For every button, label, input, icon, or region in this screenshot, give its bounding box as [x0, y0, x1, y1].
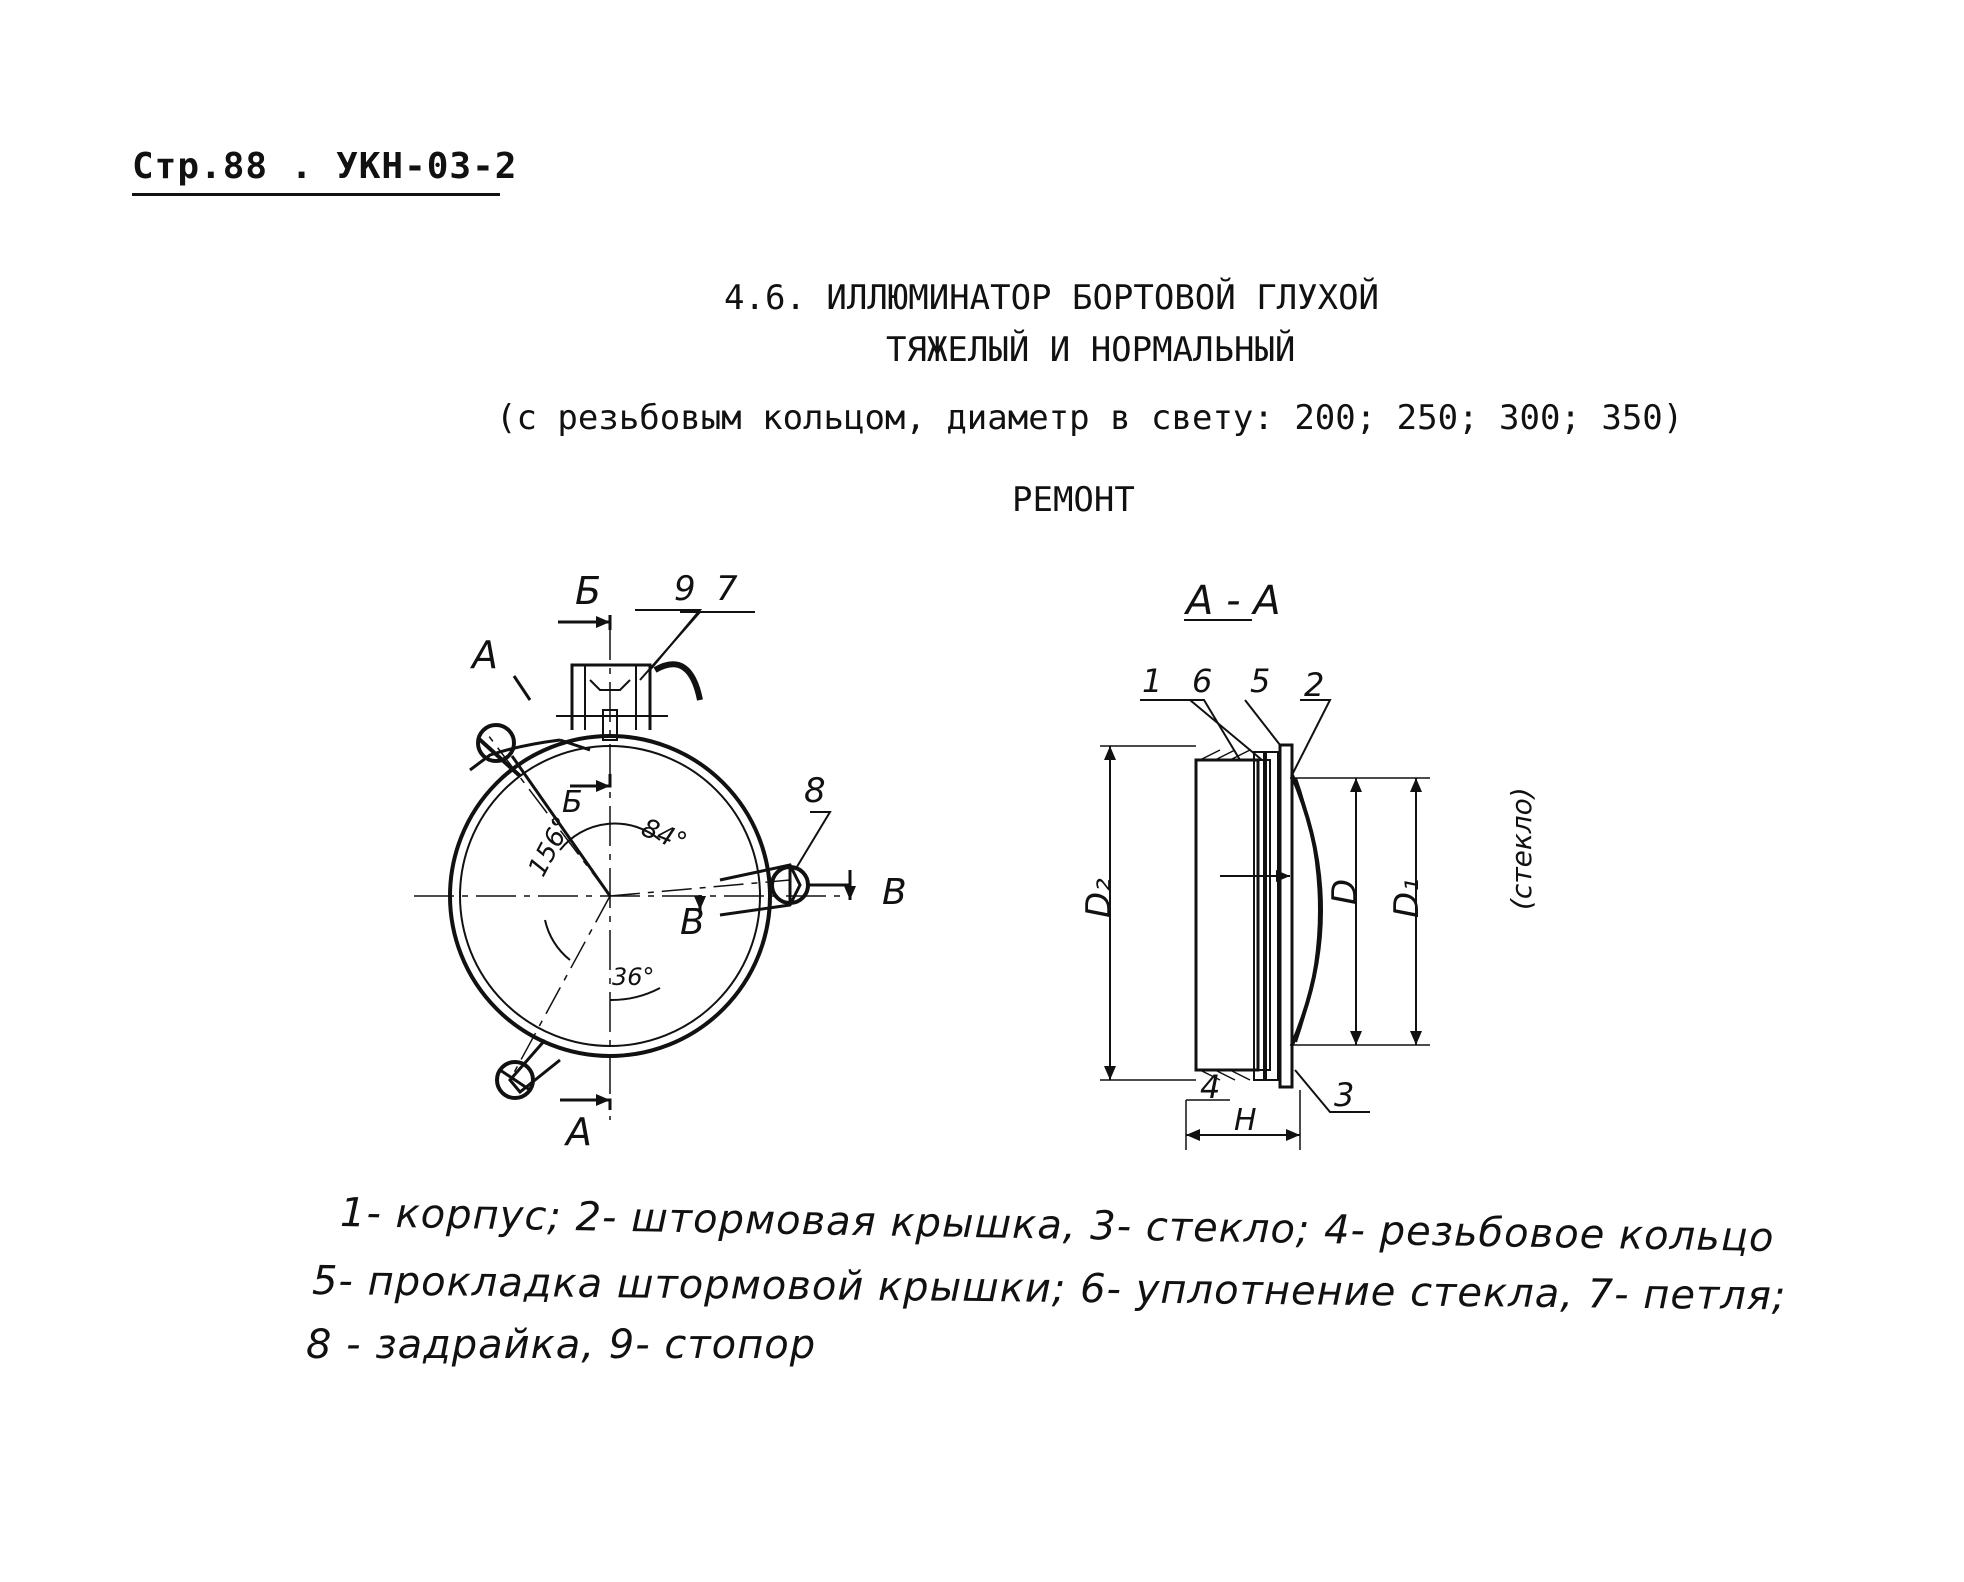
cut-mark-a-bottom: А: [566, 1110, 592, 1154]
legend-line-1: 1- корпус; 2- штормовая крышка, 3- стекло; 4- резьбовое кольцо: [339, 1190, 1775, 1262]
callout-4: 4: [1200, 1068, 1221, 1106]
page-reference: Стр.88 . УКН-03-2: [132, 146, 500, 196]
angle-84: 84°: [636, 813, 691, 859]
cut-mark-b-top: Б: [575, 569, 602, 613]
angle-36: 36°: [612, 963, 655, 991]
dim-h: H: [1234, 1103, 1257, 1138]
dim-d2: D₂: [1079, 878, 1119, 918]
callout-1: 1: [1142, 662, 1163, 700]
angle-156: 156°: [522, 812, 579, 882]
legend-line-2: 5- прокладка штормовой крышки; 6- уплотнение стекла, 7- петля;: [311, 1258, 1787, 1320]
dim-d1: D₁: [1387, 878, 1427, 918]
dim-glass-note: (стекло): [1505, 787, 1538, 910]
cut-mark-a-top: А: [472, 633, 498, 677]
front-view: [414, 610, 850, 1120]
callout-3: 3: [1334, 1076, 1355, 1114]
title-line-1: 4.6. ИЛЛЮМИНАТОР БОРТОВОЙ ГЛУХОЙ: [724, 278, 1380, 318]
callout-5: 5: [1250, 662, 1271, 700]
legend-line-3: 8 - задрайка, 9- стопор: [306, 1322, 817, 1368]
callout-9: 9: [674, 569, 696, 609]
cut-mark-v-left: В: [680, 902, 705, 943]
callout-2: 2: [1304, 666, 1325, 704]
dim-d: D: [1325, 878, 1365, 905]
cut-mark-b-bottom: Б: [562, 785, 583, 820]
callout-6: 6: [1192, 662, 1213, 700]
section-title: А - А: [1186, 578, 1281, 624]
cut-mark-v-right: В: [882, 872, 907, 913]
title-line-2: ТЯЖЕЛЫЙ И НОРМАЛЬНЫЙ: [886, 330, 1296, 370]
subtitle: (с резьбовым кольцом, диаметр в свету: 200; 250; 300; 350): [496, 398, 1684, 438]
callout-7: 7: [716, 569, 738, 609]
callout-8: 8: [804, 771, 826, 811]
section-heading: РЕМОНТ: [1012, 480, 1135, 520]
